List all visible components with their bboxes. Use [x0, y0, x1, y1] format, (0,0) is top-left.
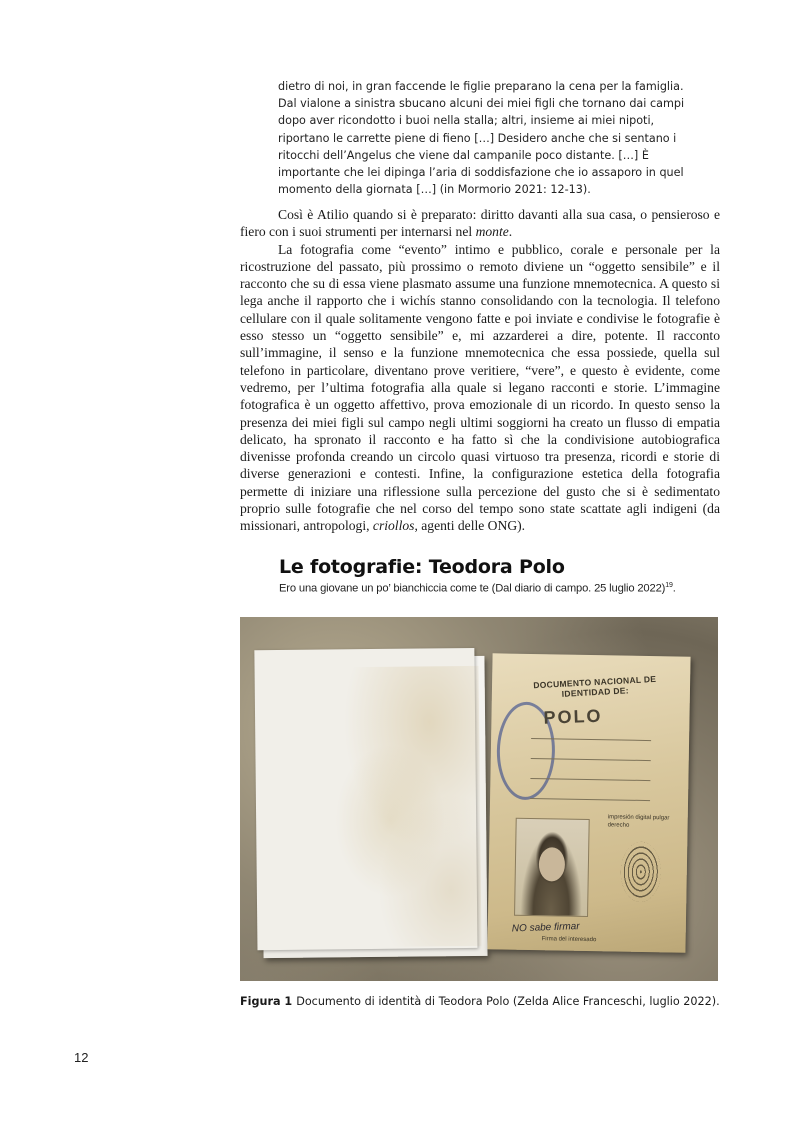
epigraph-period: . [672, 582, 676, 595]
paper-stains [279, 666, 482, 948]
portrait-face [539, 847, 566, 881]
signature-label: Firma del interesado [541, 936, 597, 944]
paragraph-2-end: , agenti delle ONG). [414, 518, 526, 534]
paragraph-2-emphasis: criollos [372, 518, 415, 534]
fingerprint-icon [620, 842, 661, 903]
identity-document [487, 653, 690, 952]
section-title: Le fotografie: Teodora Polo [279, 556, 565, 578]
epigraph-text: Ero una giovane un po’ bianchiccia come te (Dal diario di campo. 25 luglio 2022) [279, 582, 666, 595]
figure-caption-text: Documento di identità di Teodora Polo (Zelda Alice Franceschi, luglio 2022). [296, 995, 720, 1008]
block-quote: dietro di noi, in gran faccende le figlie preparano la cena per la famiglia. Dal vialone a sinistra sbucano alcuni dei miei figli che tornano dai campi dopo aver ricondotto i buoi nella stalla; altri, insieme ai miei nipoti, riportano le carrette piene di fieno […] Desidero anche che si sentano i ritocchi dell’Angelus che viene dal campanile poco distante. […] È importante che lei dipinga l’aria di soddisfazione che io assaporo in quel momento della giornata […] (in Mormorio 2021: 12-13). [278, 80, 685, 197]
paragraph-1-emphasis: monte [475, 224, 509, 240]
epigraph [279, 582, 719, 595]
figure-caption-label: Figura 1 [240, 995, 293, 1008]
document-surname: POLO [543, 705, 603, 728]
page-number: 12 [74, 1050, 89, 1065]
figure-photo [240, 617, 718, 981]
paragraph-2 [240, 241, 720, 535]
paragraph-1-text: Così è Atilio quando si è preparato: diritto davanti alla sua casa, o pensieroso e fiero con i suoi strumenti per internarsi nel [240, 207, 720, 240]
paragraph-2-text: La fotografia come “evento” intimo e pubblico, corale e personale per la ricostruzione del passato, più prossimo o remoto diviene un “oggetto sensibile” e il racconto che su di essa viene plasmato assume una funzione mnemotecnica. A questo si lega anche il rapporto che i wichís stanno consolidando con la tecnologia. Il telefono cellulare con il quale solitamente vengono fatte e poi inviate e condivise le fotografie è esso stesso un “oggetto sensibile” e, mi azzarderei a dire, potente. Il racconto sull’immagine, il senso e la funzione mnemotecnica che essa possiede, quella sul telefono in particolare, diventano prove veritiere, “vere”, e questo è evidente, come vedremo, per l’ultima fotografia alla quale si legano racconti e storie. L’immagine fotografica è un oggetto affettivo, prova emozionale di un ricordo. In questo senso la presenza dei miei figli sul campo negli ultimi soggiorni ha creato un flusso di empatia delicato, ha spronato il racconto e ha fatto sì che la condivisione autobiografica divenisse profonda creando un circolo quasi virtuoso tra presenza, ricordi e storie di diverse generazioni e contesti. Infine, la configurazione estetica della fotografia permette di iniziare una riflessione sulla percezione del gusto che si è sedimentato proprio sulle fotografie che nel corso del tempo sono state scattate agli indigeni (da missionari, antropologi, [240, 241, 720, 534]
figure-caption [240, 994, 720, 1009]
document-signature: NO sabe firmar [511, 921, 580, 935]
document-line [530, 798, 650, 801]
blank-paper-sheets [260, 656, 487, 958]
paragraph-1-end: . [508, 224, 513, 240]
footnote-ref: 19 [665, 582, 673, 589]
paragraph-1 [240, 206, 720, 241]
body-text [240, 206, 720, 535]
fingerprint-label: impresión digital pulgar derecho [607, 814, 670, 829]
document-title: DOCUMENTO NACIONAL DE IDENTIDAD DE: [533, 673, 657, 699]
id-portrait-photo [514, 818, 590, 917]
